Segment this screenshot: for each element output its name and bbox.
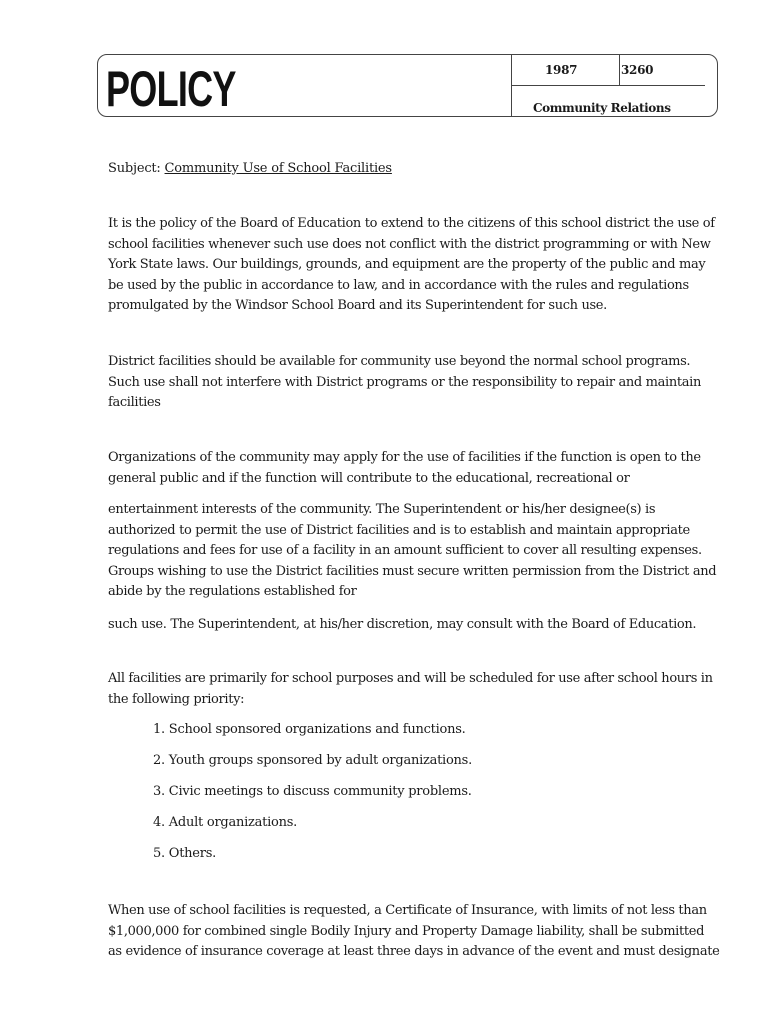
- paragraph-insurance: When use of school facilities is requested, a Certificate of Insurance, with limits of not less than $1,000,000 for combined single Bodily Injury and Property Damage liability, shall be submitted as evidence of insurance coverage at least three days in advance of the event and must designate: [108, 903, 720, 959]
- priority-list-item: 5. Others.: [153, 846, 217, 861]
- policy-title: POLICY: [106, 61, 236, 117]
- policy-year: 1987: [545, 63, 578, 77]
- subject-line: [108, 161, 392, 176]
- priority-list-item: 1. School sponsored organizations and functions.: [153, 722, 466, 737]
- policy-section: Community Relations: [533, 101, 671, 115]
- policy-header: [97, 54, 718, 117]
- subject-label: Subject:: [108, 161, 161, 176]
- header-divider: [619, 55, 620, 86]
- paragraph-superintendent-authority: entertainment interests of the community. The Superintendent or his/her designee(s) is authorized to permit the use of District facilities and is to establish and maintain appropriate regulations and fees for use of a facility in an amount sufficient to cover all resulting expenses. Groups wishing to use the District facilities must secure written permission from the District and abide by the regulations established for: [108, 502, 717, 599]
- paragraph-availability: District facilities should be available for community use beyond the normal school programs. Such use shall not interfere with District programs or the responsibility to repair and maintain facilities: [108, 354, 701, 410]
- header-divider: [511, 85, 705, 86]
- priority-list-item: 3. Civic meetings to discuss community problems.: [153, 784, 472, 799]
- subject-title: Community Use of School Facilities: [164, 161, 392, 176]
- header-divider: [511, 55, 512, 117]
- paragraph-consultation: such use. The Superintendent, at his/her discretion, may consult with the Board of Education.: [108, 617, 697, 632]
- paragraph-priority-intro: All facilities are primarily for school purposes and will be scheduled for use after school hours in the following priority:: [108, 671, 713, 707]
- priority-list-item: 2. Youth groups sponsored by adult organizations.: [153, 753, 472, 768]
- paragraph-organizations: Organizations of the community may apply for the use of facilities if the function is open to the general public and if the function will contribute to the educational, recreational or: [108, 450, 701, 486]
- policy-number: 3260: [621, 63, 654, 77]
- priority-list-item: 4. Adult organizations.: [153, 815, 298, 830]
- paragraph-policy-statement: It is the policy of the Board of Education to extend to the citizens of this school district the use of school facilities whenever such use does not conflict with the district programming or with New York State laws. Our buildings, grounds, and equipment are the property of the public and may be used by the public in accordance to law, and in accordance with the rules and regulations promulgated by the Windsor School Board and its Superintendent for such use.: [108, 216, 715, 313]
